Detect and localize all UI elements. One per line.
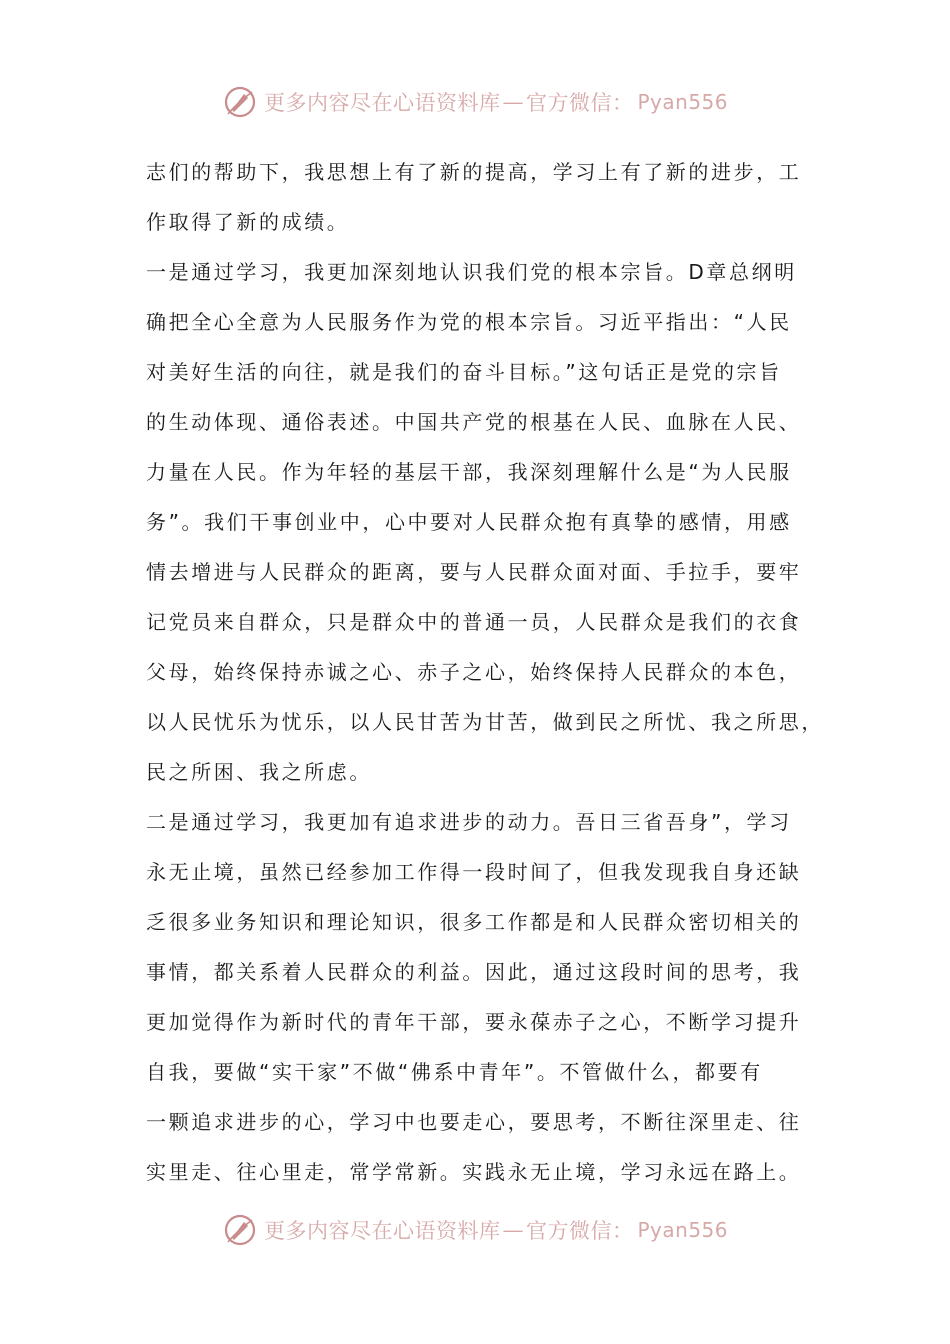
text-line: 民之所困、我之所虑。: [146, 760, 372, 784]
watermark-wechat-id: Pyan556: [637, 1218, 728, 1242]
text-line: 乏很多业务知识和理论知识，很多工作都是和人民群众密切相关的: [146, 910, 802, 934]
text-line: 的生动体现、通俗表述。中国共产党的根基在人民、血脉在人民、: [146, 410, 802, 434]
text-line: 事情，都关系着人民群众的利益。因此，通过这段时间的思考，我: [146, 960, 802, 984]
watermark-footer: [0, 1210, 950, 1250]
text-line: 作取得了新的成绩。: [146, 210, 350, 234]
document-body: [146, 147, 826, 1197]
watermark-header: [0, 82, 950, 122]
text-line: 志们的帮助下，我思想上有了新的提高，学习上有了新的进步，工: [146, 160, 802, 184]
text-line: 力量在人民。作为年轻的基层干部，我深刻理解什么是“为人民服: [146, 460, 792, 484]
watermark-separator: —: [502, 90, 524, 114]
text-line: 务”。我们干事创业中，心中要对人民群众抱有真挚的感情，用感: [146, 510, 792, 534]
pen-nib-circle-icon: [222, 1212, 258, 1248]
text-line: 情去增进与人民群众的距离，要与人民群众面对面、手拉手，要牢: [146, 560, 802, 584]
text-line: 永无止境，虽然已经参加工作得一段时间了，但我发现我自身还缺: [146, 860, 802, 884]
watermark-separator: —: [502, 1218, 524, 1242]
watermark-wechat-label: 官方微信：: [525, 1219, 634, 1243]
text-line: 确把全心全意为人民服务作为党的根本宗旨。习近平指出：“人民: [146, 310, 792, 334]
text-line: 实里走、往心里走，常学常新。实践永无止境，学习永远在路上。: [146, 1160, 802, 1184]
text-line: 对美好生活的向往，就是我们的奋斗目标。”这句话正是党的宗旨: [146, 360, 782, 384]
text-line: 以人民忧乐为忧乐，以人民甘苦为甘苦，做到民之所忧、我之所思，: [146, 710, 824, 734]
text-line: 自我，要做“实干家”不做“佛系中青年”。不管做什么，都要有: [146, 1060, 763, 1084]
text-line: 记党员来自群众，只是群众中的普通一员，人民群众是我们的衣食: [146, 610, 802, 634]
watermark-wechat-id: Pyan556: [637, 90, 728, 114]
text-line: 二是通过学习，我更加有追求进步的动力。吾日三省吾身”，学习: [146, 810, 792, 834]
watermark-wechat-label: 官方微信：: [525, 91, 634, 115]
text-line: 一颗追求进步的心，学习中也要走心，要思考，不断往深里走、往: [146, 1110, 802, 1134]
pen-nib-circle-icon: [222, 84, 258, 120]
watermark-text: 更多内容尽在心语资料库: [263, 91, 501, 115]
text-line: 一是通过学习，我更加深刻地认识我们党的根本宗旨。D章总纲明: [146, 260, 797, 284]
text-line: 更加觉得作为新时代的青年干部，要永葆赤子之心，不断学习提升: [146, 1010, 802, 1034]
watermark-text: 更多内容尽在心语资料库: [263, 1219, 501, 1243]
text-line: 父母，始终保持赤诚之心、赤子之心，始终保持人民群众的本色，: [146, 660, 802, 684]
